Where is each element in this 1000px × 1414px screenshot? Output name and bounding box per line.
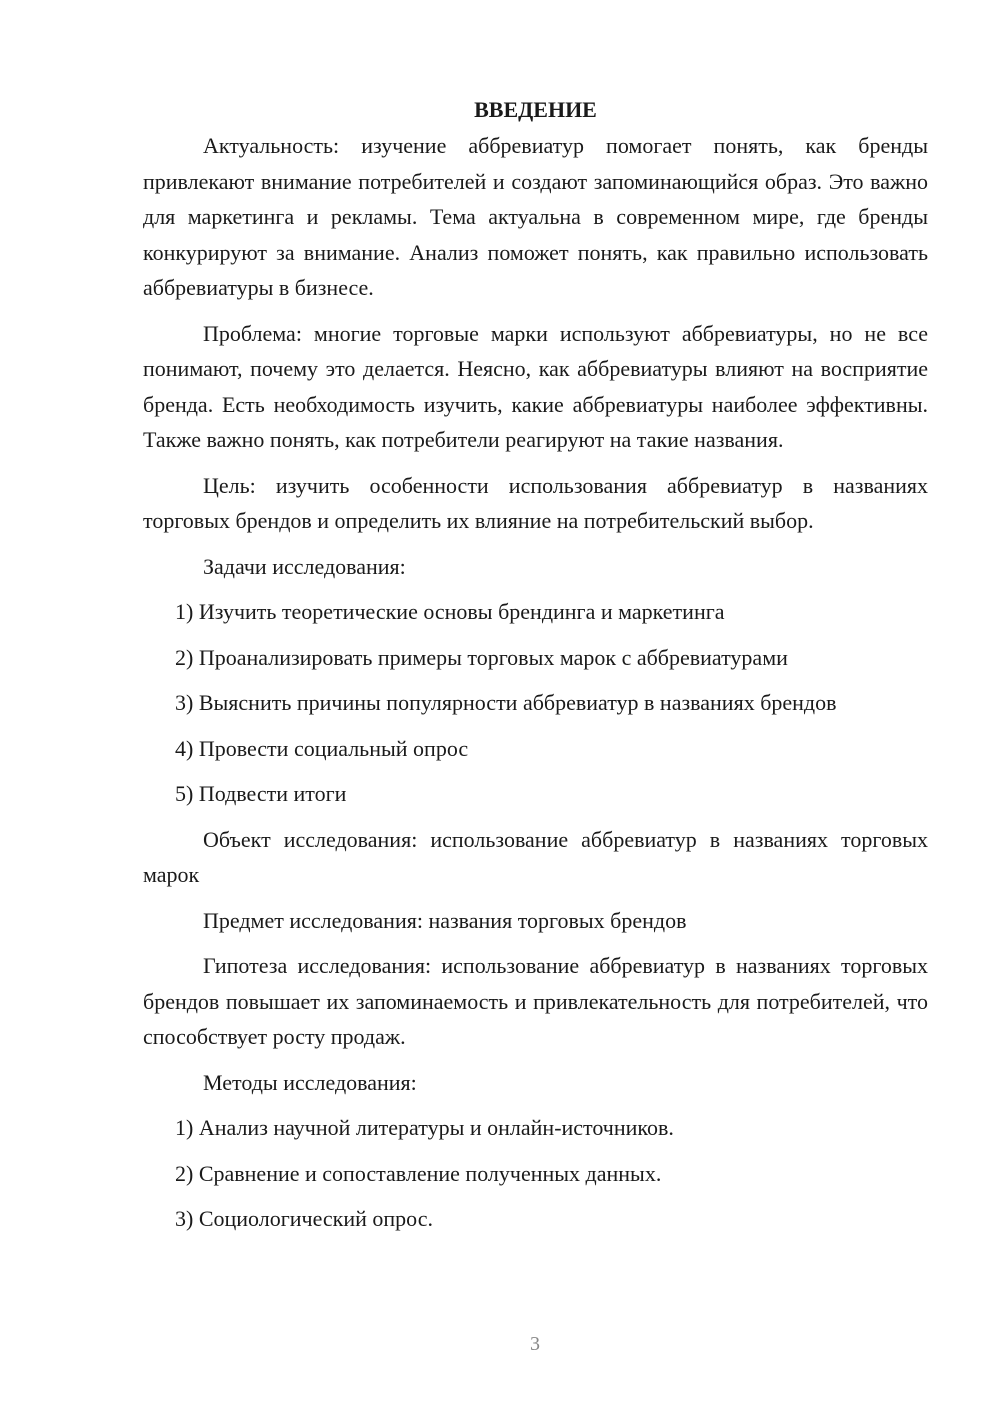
page-title: ВВЕДЕНИЕ bbox=[474, 97, 597, 122]
hypothesis-paragraph: Гипотеза исследования: использование аббревиатур в названиях торговых брендов повышает их запоминаемость и привлекательность для потребителей, что способствует росту продаж. bbox=[143, 953, 928, 1049]
task-item: 1) Изучить теоретические основы брендинга и маркетинга bbox=[175, 599, 725, 624]
task-item: 5) Подвести итоги bbox=[175, 781, 347, 806]
task-item: 2) Проанализировать примеры торговых марок с аббревиатурами bbox=[175, 644, 788, 670]
task-item: 4) Провести социальный опрос bbox=[175, 735, 469, 761]
tasks-heading: Задачи исследования: bbox=[203, 553, 406, 579]
method-item: 3) Социологический опрос. bbox=[175, 1206, 433, 1231]
method-item: 2) Сравнение и сопоставление полученных данных. bbox=[175, 1160, 662, 1186]
subject-paragraph: Предмет исследования: названия торговых брендов bbox=[203, 907, 687, 933]
problem-paragraph: Проблема: многие торговые марки используют аббревиатуры, но не все понимают, почему это делается. Неясно, как аббревиатуры влияют на восприятие бренда. Есть необходимость изучить, какие аббревиатуры наиболее эффективны. Также важно понять, как потребители реагируют на такие названия. bbox=[143, 320, 928, 452]
object-paragraph: Объект исследования: использование аббревиатур в названиях торговых марок bbox=[143, 826, 928, 887]
document-page bbox=[143, 92, 928, 1247]
method-item: 1) Анализ научной литературы и онлайн-источников. bbox=[175, 1115, 674, 1140]
methods-heading: Методы исследования: bbox=[203, 1069, 417, 1095]
page-number: 3 bbox=[530, 1333, 540, 1355]
goal-paragraph: Цель: изучить особенности использования аббревиатур в названиях торговых брендов и определить их влияние на потребительский выбор. bbox=[143, 472, 928, 533]
task-item: 3) Выяснить причины популярности аббревиатур в названиях брендов bbox=[175, 690, 837, 715]
relevance-paragraph: Актуальность: изучение аббревиатур помогает понять, как бренды привлекают внимание потребителей и создают запоминающийся образ. Это важно для маркетинга и рекламы. Тема актуальна в современном мире, где бренды конкурируют за внимание. Анализ поможет понять, как правильно использовать аббревиатуры в бизнесе. bbox=[143, 133, 928, 300]
